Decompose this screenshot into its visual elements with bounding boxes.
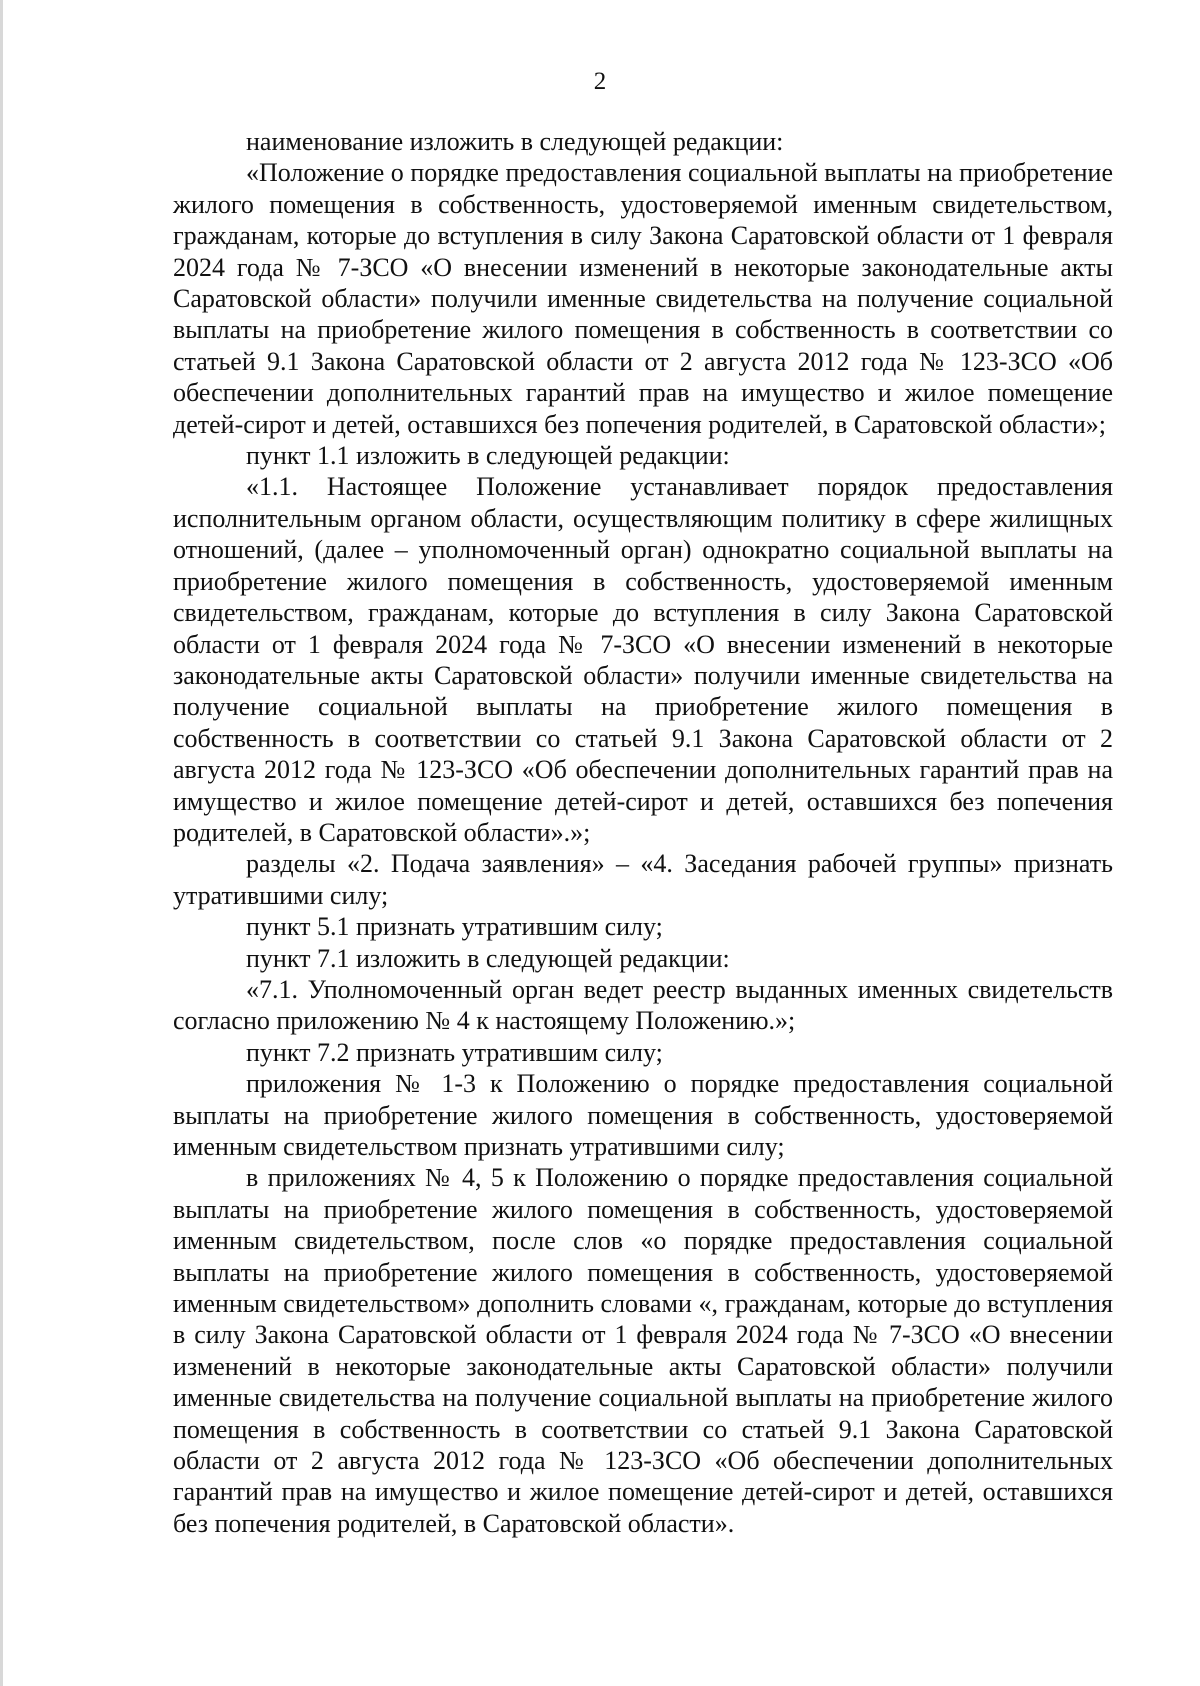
paragraph-point-7-1-intro: пункт 7.1 изложить в следующей редакции: <box>246 943 730 973</box>
paragraph-point-1-1-text: «1.1. Настоящее Положение устанавливает порядок предоставления исполнительным органом области, осуществляющим политику в сфере жилищных отношений, (далее – уполномоченный орган) однократно социальной выплаты на приобретение жилого помещения в собственность, удостоверяемой именным свидетельством, гражданам, которые до вступления в силу Закона Саратовской области от 1 февраля 2024 года № 7-ЗСО «О внесении изменений в некоторые законодательные акты Саратовской области» получили именные свидетельства на получение социальной выплаты на приобретение жилого помещения в собственность в соответствии со статьей 9.1 Закона Саратовской области от 2 августа 2012 года № 123-ЗСО «Об обеспечении дополнительных гарантий прав на имущество и жилое помещение детей-сирот и детей, оставшихся без попечения родителей, в Саратовской области».»; <box>173 472 1113 847</box>
paragraph-new-title: «Положение о порядке предоставления социальной выплаты на приобретение жилого помещения в собственность, удостоверяемой именным свидетельством, гражданам, которые до вступления в силу Закона Саратовской области от 1 февраля 2024 года № 7-ЗСО «О внесении изменений в некоторые законодательные акты Саратовской области» получили именные свидетельства на получение социальной выплаты на приобретение жилого помещения в собственность в соответствии со статьей 9.1 Закона Саратовской области от 2 августа 2012 года № 123-ЗСО «Об обеспечении дополнительных гарантий прав на имущество и жилое помещение детей-сирот и детей, оставшихся без попечения родителей, в Саратовской области»; <box>173 158 1113 439</box>
paragraph-appendices-amendment: в приложениях № 4, 5 к Положению о порядке предоставления социальной выплаты на приобретение жилого помещения в собственность, удостоверяемой именным свидетельством, после слов «о порядке предоставления социальной выплаты на приобретение жилого помещения в собственность, удостоверяемой именным свидетельством» дополнить словами «, гражданам, которые до вступления в силу Закона Саратовской области от 1 февраля 2024 года № 7-ЗСО «О внесении изменений в некоторые законодательные акты Саратовской области» получили именные свидетельства на получение социальной выплаты на приобретение жилого помещения в собственность в соответствии со статьей 9.1 Закона Саратовской области от 2 августа 2012 года № 123-ЗСО «Об обеспечении дополнительных гарантий прав на имущество и жилое помещение детей-сирот и детей, оставшихся без попечения родителей, в Саратовской области». <box>173 1163 1113 1538</box>
page-number: 2 <box>593 68 607 95</box>
paragraph-sections-repeal: разделы «2. Подача заявления» – «4. Заседания рабочей группы» признать утратившими силу; <box>173 849 1113 910</box>
paragraph-point-7-1-text: «7.1. Уполномоченный орган ведет реестр выданных именных свидетельств согласно приложению № 4 к настоящему Положению.»; <box>173 974 1113 1036</box>
paragraph-appendices-repeal: приложения № 1-3 к Положению о порядке предоставления социальной выплаты на приобретение жилого помещения в собственность, удостоверяемой именным свидетельством признать утратившими силу; <box>173 1069 1113 1161</box>
paragraph-title-amendment: наименование изложить в следующей редакции: <box>246 127 784 156</box>
paragraph-point-5-1-repeal: пункт 5.1 признать утратившим силу; <box>246 912 663 942</box>
paragraph-point-7-2-repeal: пункт 7.2 признать утратившим силу; <box>246 1037 663 1067</box>
paragraph-point-1-1-intro: пункт 1.1 изложить в следующей редакции: <box>246 441 730 471</box>
page-edge <box>0 0 3 1686</box>
document-body <box>173 126 1113 1539</box>
